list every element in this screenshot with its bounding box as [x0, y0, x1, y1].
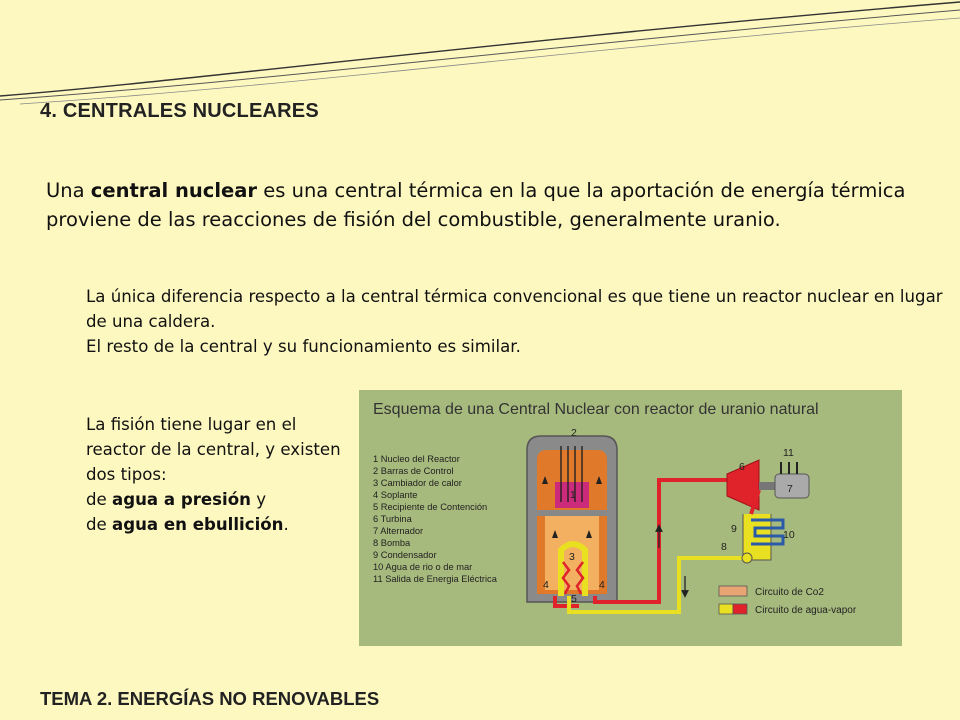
legend-item: 7 Alternador [373, 526, 424, 536]
intro-text: Una [46, 179, 91, 202]
steam-swatch [733, 604, 747, 614]
label-4-right: 4 [599, 579, 605, 591]
difference-line-2: El resto de la central y su funcionamiento es similar. [86, 337, 521, 356]
fission-prefix-2: de [86, 515, 113, 534]
label-8: 8 [721, 541, 727, 553]
diagram-title: Esquema de una Central Nuclear con reactor de uranio natural [373, 401, 819, 418]
fission-type-2 [86, 512, 356, 537]
water-swatch [719, 604, 733, 614]
pump [742, 553, 752, 563]
fission-end: . [283, 515, 289, 534]
co2-circuit-label: Circuito de Co2 [755, 587, 824, 598]
intro-keyword: central nuclear [90, 179, 258, 202]
label-1: 1 [570, 489, 576, 501]
fission-text: La fisión tiene lugar en el reactor de la central, y existen dos tipos: [86, 415, 341, 484]
legend-item: 1 Nucleo del Reactor [373, 454, 460, 464]
label-6: 6 [739, 461, 745, 473]
label-10: 10 [783, 529, 795, 541]
legend-item: 8 Bomba [373, 538, 411, 548]
difference-paragraph [86, 284, 946, 359]
label-11: 11 [783, 447, 794, 459]
intro-text-rest: es una central térmica en la que la aportación de energía térmica proviene de las reacciones de fisión del combustible, generalmente uranio. [46, 179, 906, 231]
pressurized-water-type: agua a presión [112, 490, 251, 509]
slide-title: 4. CENTRALES NUCLEARES [40, 100, 319, 122]
nuclear-plant-diagram [359, 390, 902, 646]
label-5: 5 [571, 593, 577, 605]
containment-vessel [527, 436, 617, 602]
intro-paragraph [46, 176, 926, 234]
label-4-left: 4 [543, 579, 549, 591]
legend-item: 9 Condensador [373, 550, 437, 560]
label-3: 3 [569, 551, 575, 563]
fission-connector: y [250, 490, 267, 509]
label-9: 9 [731, 523, 737, 535]
legend-item: 4 Soplante [373, 490, 418, 500]
legend-item: 2 Barras de Control [373, 466, 454, 476]
fission-paragraph [86, 412, 356, 537]
water-steam-circuit-label: Circuito de agua-vapor [755, 605, 857, 616]
decorative-swoosh [0, 0, 960, 110]
legend-item: 11 Salida de Energia Eléctrica [373, 574, 497, 584]
legend-item: 5 Recipiente de Contención [373, 502, 488, 512]
label-7: 7 [787, 483, 793, 495]
fission-prefix: de [86, 490, 113, 509]
legend-item: 3 Cambiador de calor [373, 478, 462, 488]
legend-item: 10 Agua de rio o de mar [373, 562, 473, 572]
co2-swatch [719, 586, 747, 596]
legend-item: 6 Turbina [373, 514, 412, 524]
label-2: 2 [571, 427, 577, 439]
fission-type-1 [86, 487, 356, 512]
boiling-water-type: agua en ebullición [112, 515, 284, 534]
difference-line: La única diferencia respecto a la central térmica convencional es que tiene un reactor nuclear en lugar de una caldera. [86, 287, 943, 331]
footer-topic: TEMA 2. ENERGÍAS NO RENOVABLES [40, 688, 380, 709]
